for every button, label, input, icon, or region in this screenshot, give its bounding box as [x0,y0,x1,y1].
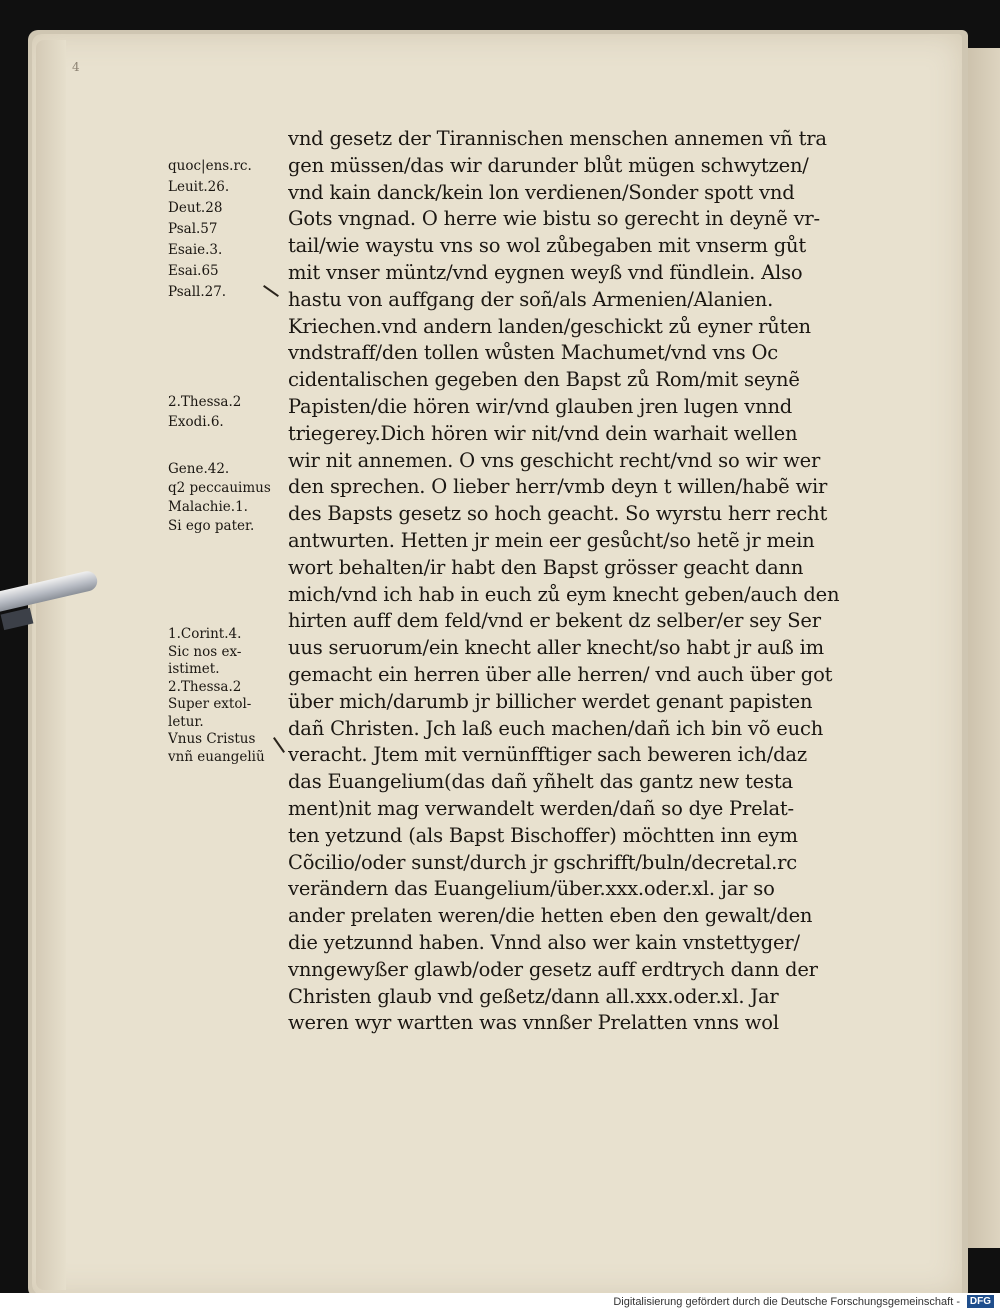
text-line: das Euangelium(das dañ yñhelt das gantz new testa [288,770,793,794]
text-line: den sprechen. O lieber herr/vmb deyn t willen/habẽ wir [288,475,828,499]
text-line: mit vnser müntz/vnd eygnen weyß vnd fündlein. Also [288,260,803,284]
margin-note: q2 peccauimus [168,480,271,496]
page-number: 4 [72,60,80,74]
text-line: Kriechen.vnd andern landen/geschickt zů eyner růten [288,314,811,338]
text-line: ment)nit mag verwandelt werden/dañ so dye Prelat- [288,796,794,820]
text-line: vnd kain danck/kein lon verdienen/Sonder spott vnd [288,180,795,204]
text-line: vndstraff/den tollen wůsten Machumet/vnd vns Oc [288,341,778,365]
text-line: Christen glaub vnd geßetz/dann all.xxx.oder.xl. Jar [288,984,779,1008]
text-line: ten yetzund (als Bapst Bischoffer) möchtten inn eym [288,823,798,847]
text-line: hastu von auffgang der soñ/als Armenien/Alanien. [288,287,774,311]
margin-note: Super extol- [168,696,252,712]
text-line: gen müssen/das wir darunder blůt mügen schwytzen/ [288,153,809,177]
margin-note: Gene.42. [168,461,230,477]
text-line: Papisten/die hören wir/vnd glauben jren lugen vnnd [288,394,793,418]
margin-note: quoc|ens.rc. [168,158,252,174]
text-line: vnd gesetz der Tirannischen menschen annemen vñ tra [288,127,827,150]
margin-note: Vnus Cristus [168,731,256,747]
margin-note: Sic nos ex- [168,643,242,660]
text-line: Cõcilio/oder sunst/durch jr gschrifft/buln/decretal.rc [288,850,797,874]
text-line: cidentalischen gegeben den Bapst zů Rom/mit seynẽ [288,368,800,392]
text-line: wort behalten/ir habt den Bapst grösser geacht dann [288,555,804,579]
text-line: ander prelaten weren/die hetten eben den gewalt/den [288,904,813,928]
text-line: hirten auff dem feld/vnd er bekent dz selber/er sey Ser [288,609,821,633]
margin-note: Exodi.6. [168,414,224,430]
text-line: antwurten. Hetten jr mein eer gesůcht/so hetẽ jr mein [288,528,815,552]
text-line: Gots vngnad. O herre wie bistu so gerecht in deynẽ vr- [288,207,820,231]
text-line: veracht. Jtem mit vernünfftiger sach beweren ich/daz [288,743,807,767]
margin-note: 2.Thessa.2 [168,678,242,695]
text-line: des Bapsts gesetz so hoch geacht. So wyrstu herr recht [288,502,828,526]
dfg-logo: DFG [967,1295,994,1308]
margin-notes-group-1 [168,156,252,303]
margin-notes-group-3 [168,460,271,536]
margin-note: 2.Thessa.2 [168,394,242,410]
margin-note: Si ego pater. [168,518,255,534]
margin-note: Malachie.1. [168,499,248,515]
text-line: tail/wie waystu vns so wol zůbegaben mit vnserm gůt [288,234,807,258]
body-text [288,126,888,1037]
margin-note: Esaie.3. [168,242,223,258]
margin-note: letur. [168,713,204,730]
text-line: dañ Christen. Jch laß euch machen/dañ ich bin võ euch [288,716,824,740]
margin-note: Esai.65 [168,263,219,279]
margin-note: Psal.57 [168,221,218,237]
margin-note: Psall.27. [168,284,227,300]
margin-notes-group-2 [168,392,241,432]
margin-note: istimet. [168,661,220,677]
text-line: die yetzunnd haben. Vnnd also wer kain vnstettyger/ [288,930,800,954]
text-line: triegerey.Dich hören wir nit/vnd dein warhait wellen [288,421,798,445]
text-line: verändern das Euangelium/über.xxx.oder.xl. jar so [288,877,775,901]
margin-note: 1.Corint.4. [168,626,242,642]
margin-note: Leuit.26. [168,179,230,195]
margin-notes-group-4 [168,626,265,766]
text-line: wir nit annemen. O vns geschicht recht/vnd so wir wer [288,448,821,472]
text-line: mich/vnd ich hab in euch zů eym knecht geben/auch den [288,582,840,606]
text-line: gemacht ein herren über alle herren/ vnd auch über got [288,662,833,686]
text-line: weren wyr wartten was vnnßer Prelatten vnns wol [288,1011,779,1035]
text-line: vnngewyßer glawb/oder gesetz auff erdtrych dann der [288,957,818,981]
text-line: über mich/darumb jr billicher werdet genant papisten [288,689,813,713]
margin-note: vnñ euangeliũ [168,748,265,765]
text-line: uus seruorum/ein knecht aller knecht/so habt jr auß im [288,636,824,660]
margin-note: Deut.28 [168,200,223,216]
funding-credit: Digitalisierung gefördert durch die Deutsche Forschungsgemeinschaft - [613,1296,960,1308]
page-gutter-edge [36,40,66,1290]
